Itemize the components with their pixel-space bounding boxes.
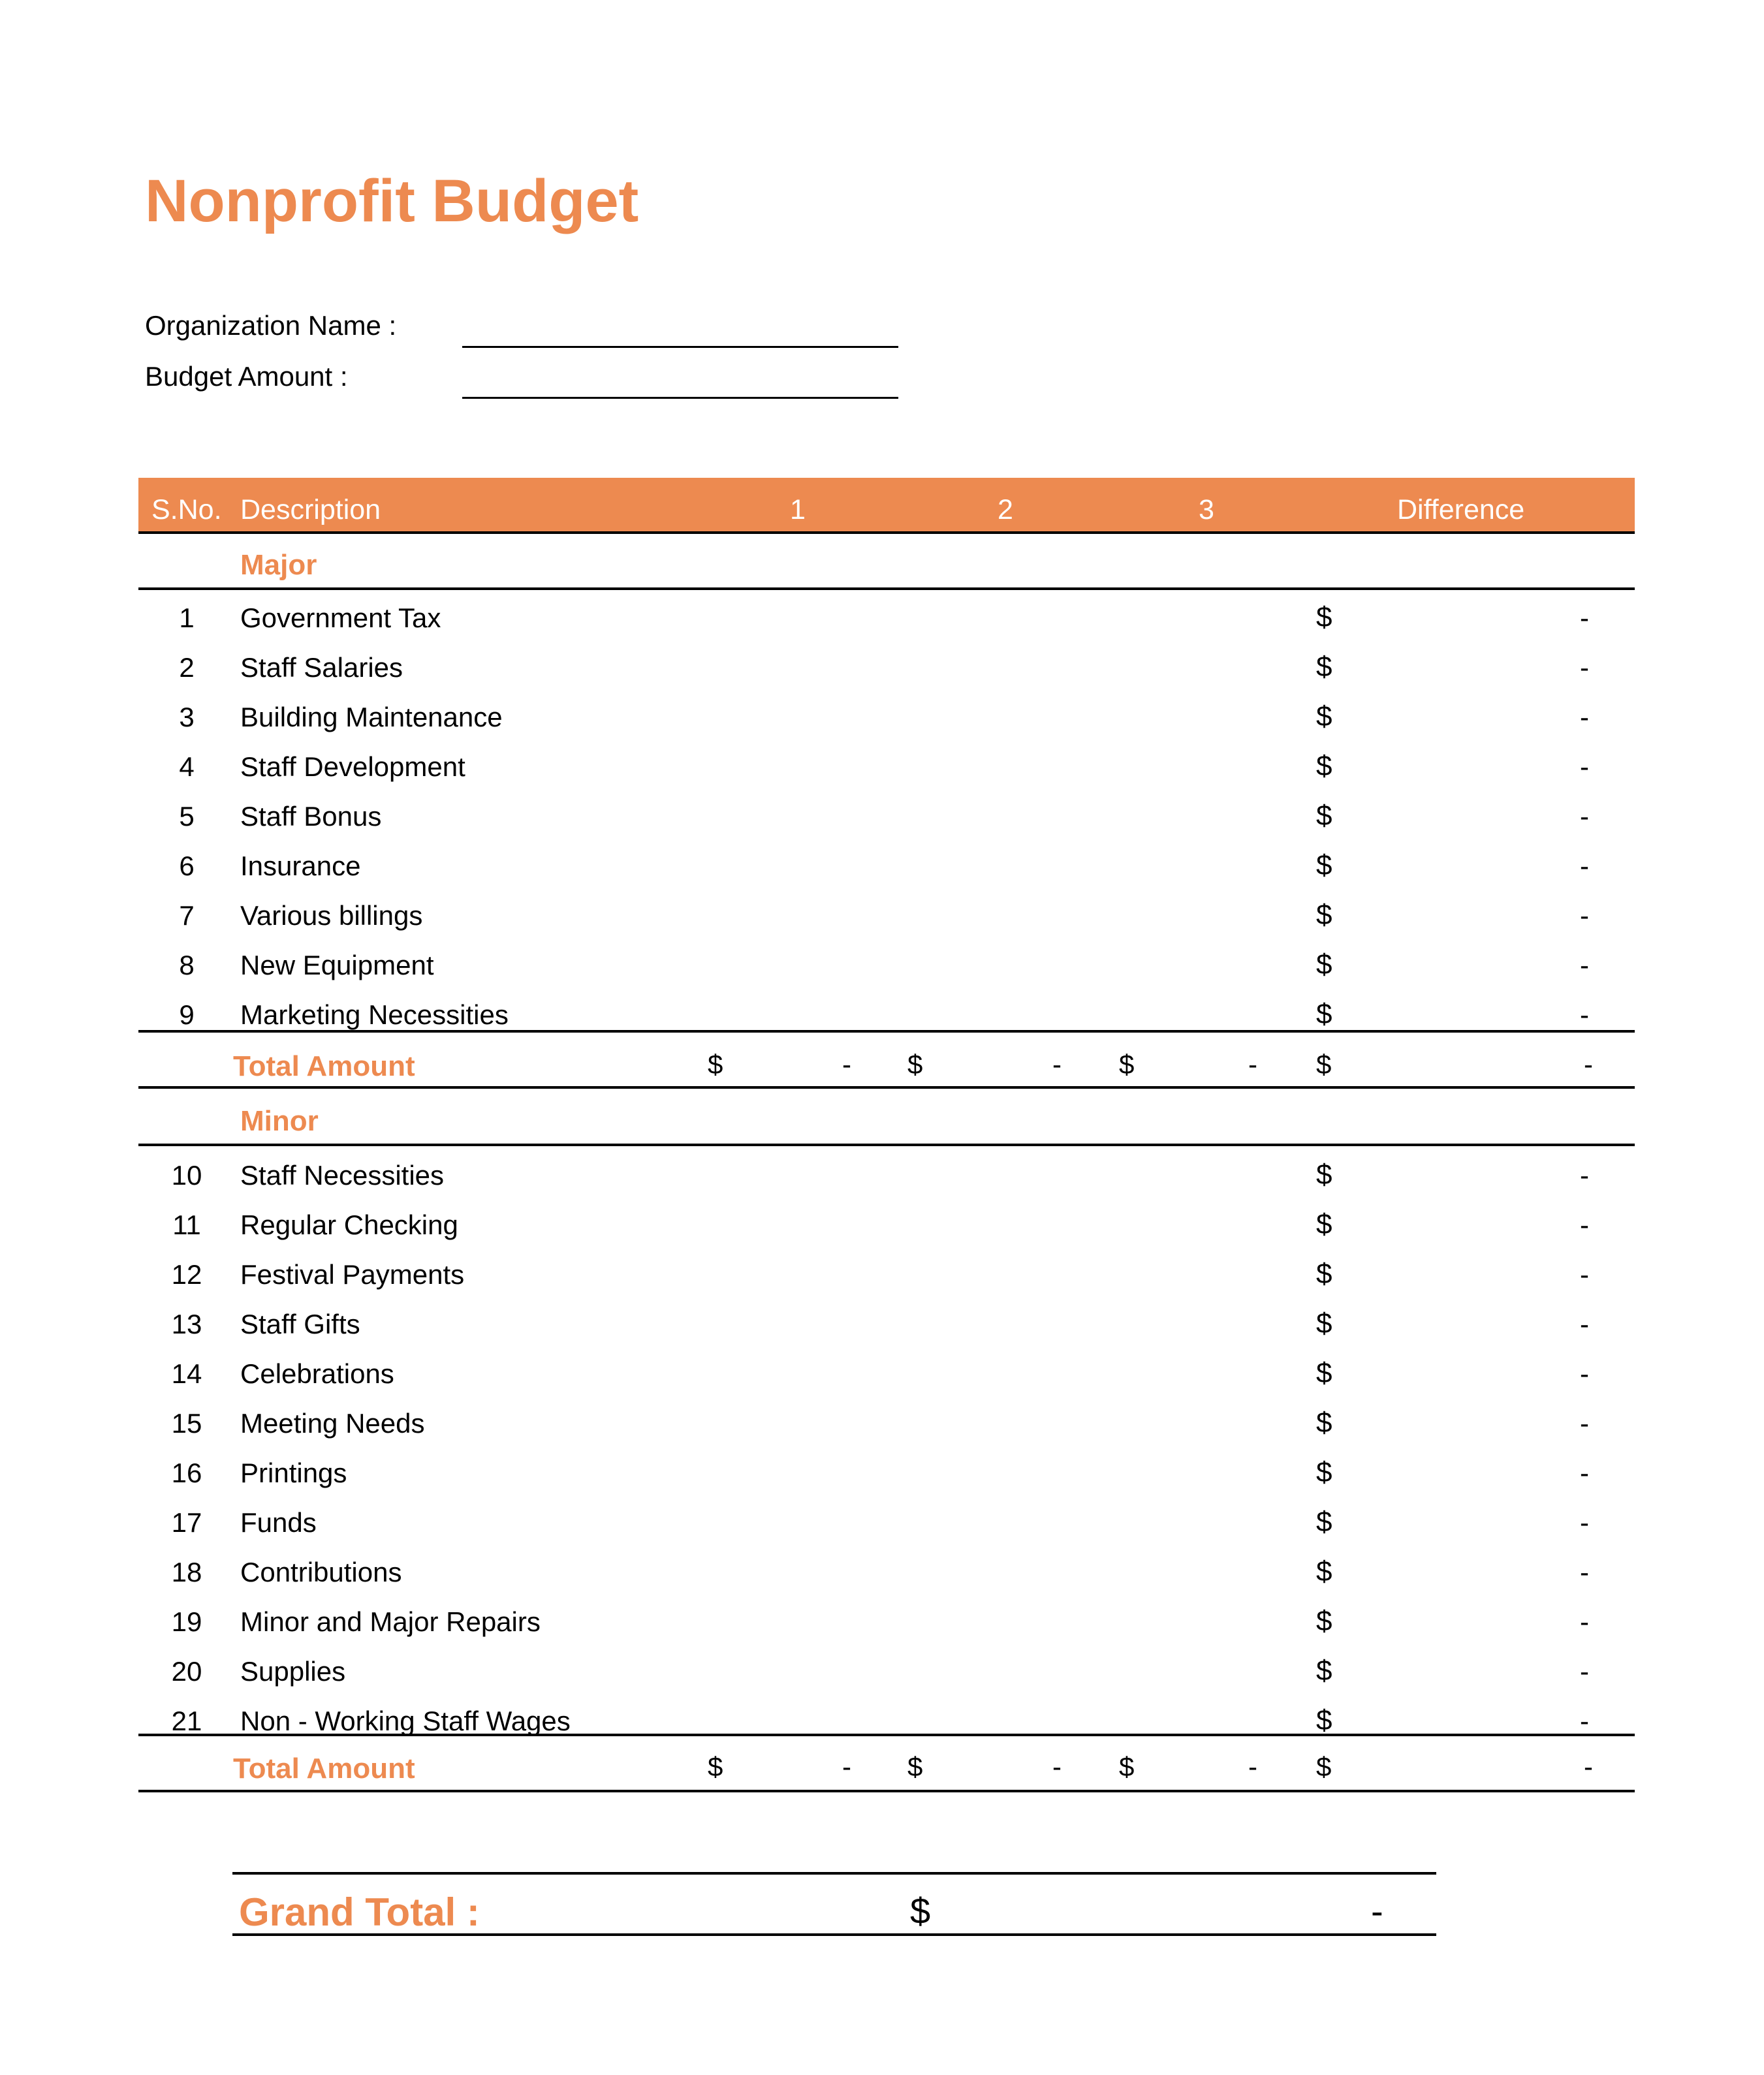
row-diff-currency: $ [1316, 1258, 1332, 1290]
row-diff-currency: $ [1316, 998, 1332, 1030]
row-diff-currency: $ [1316, 1506, 1332, 1538]
header-difference: Difference [1397, 494, 1525, 525]
major-total-col3-currency: $ [1119, 1049, 1135, 1080]
row-description: Regular Checking [240, 1209, 458, 1240]
minor-total-col2-currency: $ [907, 1751, 923, 1782]
row-description: Staff Gifts [240, 1309, 360, 1339]
major-total-bottom-rule [138, 1086, 1635, 1089]
section-minor-rule [138, 1144, 1635, 1146]
row-difference: - [1580, 1706, 1589, 1736]
row-description: Staff Necessities [240, 1160, 445, 1191]
header-bottom-rule [138, 531, 1635, 534]
major-total-col2-currency: $ [907, 1049, 923, 1080]
row-difference: - [1580, 950, 1589, 980]
minor-total-col3-currency: $ [1119, 1751, 1135, 1782]
row-diff-currency: $ [1316, 601, 1332, 633]
row-sno: 9 [179, 999, 195, 1030]
row-sno: 6 [179, 850, 195, 881]
minor-total-bottom-rule [138, 1790, 1635, 1792]
row-sno: 15 [171, 1408, 202, 1439]
row-diff-currency: $ [1316, 899, 1332, 931]
major-total-diff-value: - [1584, 1049, 1593, 1080]
row-description: Printings [240, 1458, 347, 1488]
row-diff-currency: $ [1316, 849, 1332, 881]
row-difference: - [1580, 900, 1589, 931]
major-total-col1-currency: $ [708, 1049, 723, 1080]
grand-total-bottom-rule [232, 1933, 1436, 1936]
row-description: Non - Working Staff Wages [240, 1706, 571, 1736]
row-difference: - [1580, 1160, 1589, 1191]
row-diff-currency: $ [1316, 800, 1332, 832]
minor-total-col1-value: - [842, 1751, 851, 1782]
row-description: Minor and Major Repairs [240, 1606, 541, 1637]
row-sno: 14 [171, 1358, 202, 1389]
row-diff-currency: $ [1316, 1456, 1332, 1488]
header-description: Description [240, 494, 381, 525]
budget-amount-label: Budget Amount : [145, 361, 348, 392]
row-sno: 7 [179, 900, 195, 931]
minor-total-col3-value: - [1248, 1751, 1257, 1782]
row-difference: - [1580, 1507, 1589, 1538]
row-sno: 1 [179, 602, 195, 633]
grand-total-top-rule [232, 1872, 1436, 1875]
row-description: Meeting Needs [240, 1408, 425, 1439]
row-sno: 13 [171, 1309, 202, 1339]
row-description: Marketing Necessities [240, 999, 509, 1030]
row-sno: 4 [179, 751, 195, 782]
row-difference: - [1580, 1358, 1589, 1389]
row-description: Contributions [240, 1557, 402, 1587]
row-diff-currency: $ [1316, 1655, 1332, 1687]
row-description: Building Maintenance [240, 702, 503, 732]
row-sno: 21 [171, 1706, 202, 1736]
minor-total-diff-currency: $ [1316, 1751, 1332, 1782]
grand-total-label: Grand Total : [239, 1890, 480, 1934]
row-diff-currency: $ [1316, 651, 1332, 683]
grand-total-value: - [1371, 1890, 1383, 1931]
row-sno: 12 [171, 1259, 202, 1290]
row-description: Celebrations [240, 1358, 394, 1389]
minor-total-label: Total Amount [233, 1753, 415, 1785]
row-diff-currency: $ [1316, 948, 1332, 980]
row-diff-currency: $ [1316, 750, 1332, 782]
row-difference: - [1580, 1656, 1589, 1687]
row-diff-currency: $ [1316, 1307, 1332, 1339]
row-difference: - [1580, 1606, 1589, 1637]
row-difference: - [1580, 1408, 1589, 1439]
row-diff-currency: $ [1316, 1357, 1332, 1389]
organization-name-label: Organization Name : [145, 310, 397, 341]
row-sno: 2 [179, 652, 195, 683]
header-col-2: 2 [998, 494, 1013, 525]
row-description: Staff Bonus [240, 801, 382, 832]
row-diff-currency: $ [1316, 1159, 1332, 1191]
grand-total-currency: $ [910, 1890, 931, 1931]
major-total-top-rule [138, 1030, 1635, 1033]
budget-amount-field[interactable] [462, 397, 898, 399]
row-difference: - [1580, 1259, 1589, 1290]
major-total-label: Total Amount [233, 1050, 415, 1082]
row-sno: 17 [171, 1507, 202, 1538]
row-sno: 18 [171, 1557, 202, 1587]
row-diff-currency: $ [1316, 1605, 1332, 1637]
row-difference: - [1580, 702, 1589, 732]
major-total-diff-currency: $ [1316, 1049, 1332, 1080]
row-difference: - [1580, 1309, 1589, 1339]
row-diff-currency: $ [1316, 1555, 1332, 1587]
row-difference: - [1580, 1458, 1589, 1488]
row-diff-currency: $ [1316, 1208, 1332, 1240]
section-minor-heading: Minor [240, 1105, 319, 1137]
row-difference: - [1580, 1557, 1589, 1587]
section-major-rule [138, 587, 1635, 590]
row-description: Staff Salaries [240, 652, 403, 683]
row-description: Festival Payments [240, 1259, 465, 1290]
row-difference: - [1580, 751, 1589, 782]
header-sno: S.No. [151, 494, 222, 525]
row-difference: - [1580, 652, 1589, 683]
row-diff-currency: $ [1316, 1407, 1332, 1439]
row-description: Government Tax [240, 602, 441, 633]
row-sno: 16 [171, 1458, 202, 1488]
major-total-col1-value: - [842, 1049, 851, 1080]
row-sno: 19 [171, 1606, 202, 1637]
organization-name-field[interactable] [462, 346, 898, 348]
header-col-3: 3 [1199, 494, 1214, 525]
row-description: Funds [240, 1507, 317, 1538]
page-title: Nonprofit Budget [145, 168, 639, 234]
section-major-heading: Major [240, 549, 317, 581]
major-total-col3-value: - [1248, 1049, 1257, 1080]
row-sno: 3 [179, 702, 195, 732]
row-difference: - [1580, 1209, 1589, 1240]
row-description: Supplies [240, 1656, 346, 1687]
minor-total-col2-value: - [1052, 1751, 1062, 1782]
minor-total-diff-value: - [1584, 1751, 1593, 1782]
row-sno: 10 [171, 1160, 202, 1191]
row-description: Various billings [240, 900, 423, 931]
row-sno: 11 [172, 1209, 201, 1240]
row-difference: - [1580, 801, 1589, 832]
row-sno: 20 [171, 1656, 202, 1687]
row-diff-currency: $ [1316, 700, 1332, 732]
row-difference: - [1580, 999, 1589, 1030]
row-sno: 8 [179, 950, 195, 980]
row-diff-currency: $ [1316, 1704, 1332, 1736]
header-col-1: 1 [790, 494, 806, 525]
minor-total-col1-currency: $ [708, 1751, 723, 1782]
row-difference: - [1580, 850, 1589, 881]
row-difference: - [1580, 602, 1589, 633]
minor-total-top-rule [138, 1734, 1635, 1736]
row-description: Staff Development [240, 751, 465, 782]
row-sno: 5 [179, 801, 195, 832]
major-total-col2-value: - [1052, 1049, 1062, 1080]
row-description: New Equipment [240, 950, 434, 980]
row-description: Insurance [240, 850, 361, 881]
